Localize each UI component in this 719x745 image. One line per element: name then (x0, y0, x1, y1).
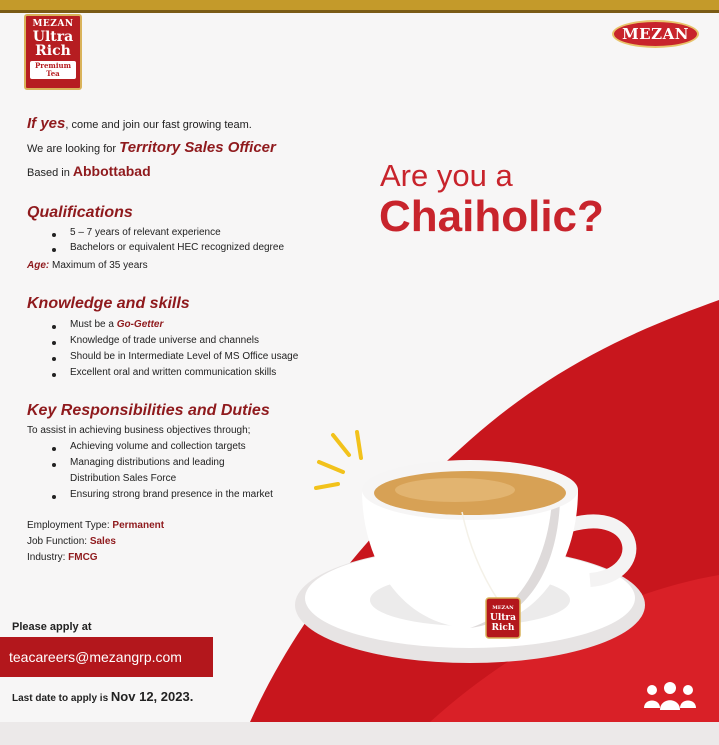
tag-line3: Rich (491, 623, 515, 633)
list-item: Must be a Go-Getter (70, 319, 164, 330)
list-item: 5 – 7 years of relevant experience (70, 227, 221, 238)
tag-line2: Ultra (490, 613, 516, 623)
hero-line1: Are you a (380, 158, 513, 193)
industry: Industry: FMCG (27, 552, 98, 563)
list-item: Achieving volume and collection targets (70, 441, 246, 452)
list-item: Bachelors or equivalent HEC recognized degree (70, 242, 285, 253)
looking-for-line: We are looking for Territory Sales Officer (27, 139, 276, 156)
skills-heading: Knowledge and skills (27, 295, 190, 312)
list-item: Ensuring strong brand presence in the market (70, 489, 273, 500)
list-item: Should be in Intermediate Level of MS Office usage (70, 351, 299, 362)
hero-line2: Chaiholic? (379, 192, 604, 241)
deadline-line: Last date to apply is Nov 12, 2023. (12, 689, 194, 704)
list-item: Knowledge of trade universe and channels (70, 335, 260, 346)
list-item: Excellent oral and written communication skills (70, 367, 277, 378)
deadline-date: Nov 12, 2023. (110, 689, 194, 704)
list-item-continued: Distribution Sales Force (70, 473, 177, 484)
age-line: Age: Maximum of 35 years (27, 260, 148, 271)
apply-email-link[interactable]: teacareers@mezangrp.com (9, 649, 182, 665)
list-item: Managing distributions and leading (70, 457, 225, 468)
qualifications-heading: Qualifications (27, 204, 133, 221)
responsibilities-intro: To assist in achieving business objectives through; (27, 425, 251, 436)
apply-label: Please apply at (12, 621, 92, 633)
intro-line: If yes, come and join our fast growing team. (27, 115, 252, 132)
bottom-strip (0, 722, 719, 745)
position-title: Territory Sales Officer (119, 139, 276, 156)
mezan-logo: MEZAN (612, 20, 699, 48)
location-line: Based in Abbottabad (27, 163, 151, 179)
sparkle-rays (316, 432, 361, 488)
job-function: Job Function: Sales (27, 536, 116, 547)
employment-type: Employment Type: Permanent (27, 520, 165, 531)
responsibilities-heading: Key Responsibilities and Duties (27, 402, 270, 419)
tag-line1: MEZAN (492, 605, 514, 611)
ultra-rich-logo: MEZAN Ultra Rich Premium Tea (24, 14, 82, 90)
location: Abbottabad (72, 163, 151, 179)
